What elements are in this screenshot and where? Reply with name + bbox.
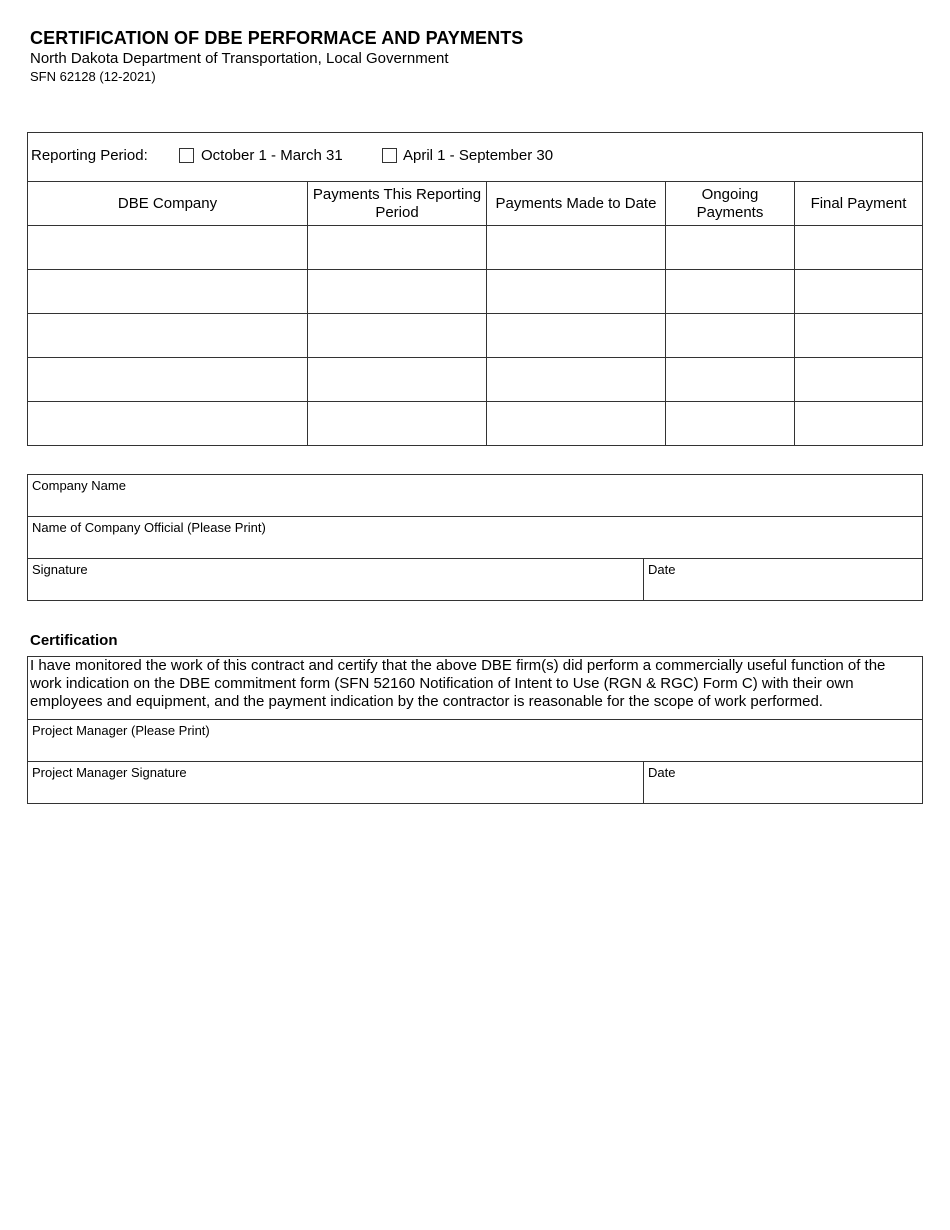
cell-ongoing-payments[interactable] [666, 270, 795, 313]
company-official-field[interactable] [28, 517, 922, 559]
certification-statement: I have monitored the work of this contract and certify that the above DBE firm(s) did perform a commercially useful function of the work indication on the DBE commitment form (SFN 52160 Notification of Intent to Use (RGN & RGC) Form C) with their own employees and equipment, and the payment indication by the contractor is reasonable for the scope of work performed. [30, 657, 886, 710]
cell-payments-this-period[interactable] [308, 314, 487, 357]
pm-date-label: Date [648, 765, 676, 780]
company-official-label: Name of Company Official (Please Print) [32, 520, 266, 535]
reporting-period-row [28, 133, 922, 182]
cell-payments-this-period[interactable] [308, 358, 487, 401]
cell-payments-to-date[interactable] [487, 226, 666, 269]
pm-signature-row [28, 762, 922, 803]
payments-table [27, 132, 923, 446]
cell-dbe-company[interactable] [28, 358, 308, 401]
pm-name-label: Project Manager (Please Print) [32, 723, 210, 738]
certification-section [27, 656, 923, 804]
table-row [28, 270, 922, 314]
signature-label: Signature [32, 562, 88, 577]
cell-payments-to-date[interactable] [487, 358, 666, 401]
cell-ongoing-payments[interactable] [666, 314, 795, 357]
cell-final-payment[interactable] [795, 314, 922, 357]
cell-ongoing-payments[interactable] [666, 226, 795, 269]
pm-signature-label: Project Manager Signature [32, 765, 187, 780]
table-row [28, 358, 922, 402]
cell-dbe-company[interactable] [28, 402, 308, 445]
period-oct-mar-checkbox[interactable] [179, 148, 194, 163]
table-row [28, 226, 922, 270]
form-number: SFN 62128 (12-2021) [30, 69, 156, 84]
pm-date-field[interactable] [644, 762, 922, 803]
period-oct-mar-label: October 1 - March 31 [201, 147, 343, 164]
col-header-ongoing-payments: Ongoing Payments [666, 182, 795, 225]
company-name-label: Company Name [32, 478, 126, 493]
cell-final-payment[interactable] [795, 226, 922, 269]
table-row [28, 314, 922, 358]
col-header-final-payment: Final Payment [810, 194, 907, 212]
company-name-field[interactable] [28, 475, 922, 517]
table-header-row [28, 182, 922, 226]
cell-payments-to-date[interactable] [487, 402, 666, 445]
cell-final-payment[interactable] [795, 270, 922, 313]
cell-ongoing-payments[interactable] [666, 358, 795, 401]
date-field[interactable] [644, 559, 922, 600]
pm-name-field[interactable] [28, 720, 922, 762]
form-title: CERTIFICATION OF DBE PERFORMACE AND PAYMENTS [30, 28, 524, 48]
cell-payments-to-date[interactable] [487, 270, 666, 313]
certification-statement-row [28, 657, 922, 720]
signature-row [28, 559, 922, 600]
cell-payments-this-period[interactable] [308, 226, 487, 269]
period-apr-sep-checkbox[interactable] [382, 148, 397, 163]
cell-ongoing-payments[interactable] [666, 402, 795, 445]
cell-payments-to-date[interactable] [487, 314, 666, 357]
cell-final-payment[interactable] [795, 358, 922, 401]
cell-payments-this-period[interactable] [308, 402, 487, 445]
signature-field[interactable] [28, 559, 643, 600]
cell-dbe-company[interactable] [28, 270, 308, 313]
col-header-payments-to-date: Payments Made to Date [487, 182, 666, 225]
col-header-payments-this-period: Payments This Reporting Period [308, 182, 487, 225]
cell-payments-this-period[interactable] [308, 270, 487, 313]
company-section [27, 474, 923, 601]
certification-heading: Certification [30, 632, 118, 649]
cell-final-payment[interactable] [795, 402, 922, 445]
cell-dbe-company[interactable] [28, 226, 308, 269]
col-header-dbe-company: DBE Company [28, 182, 308, 225]
reporting-period-label: Reporting Period: [31, 147, 148, 164]
period-apr-sep-label: April 1 - September 30 [403, 147, 554, 164]
date-label: Date [648, 562, 676, 577]
agency-name: North Dakota Department of Transportation, Local Government [30, 50, 449, 67]
table-row [28, 402, 922, 445]
cell-dbe-company[interactable] [28, 314, 308, 357]
pm-signature-field[interactable] [28, 762, 643, 803]
